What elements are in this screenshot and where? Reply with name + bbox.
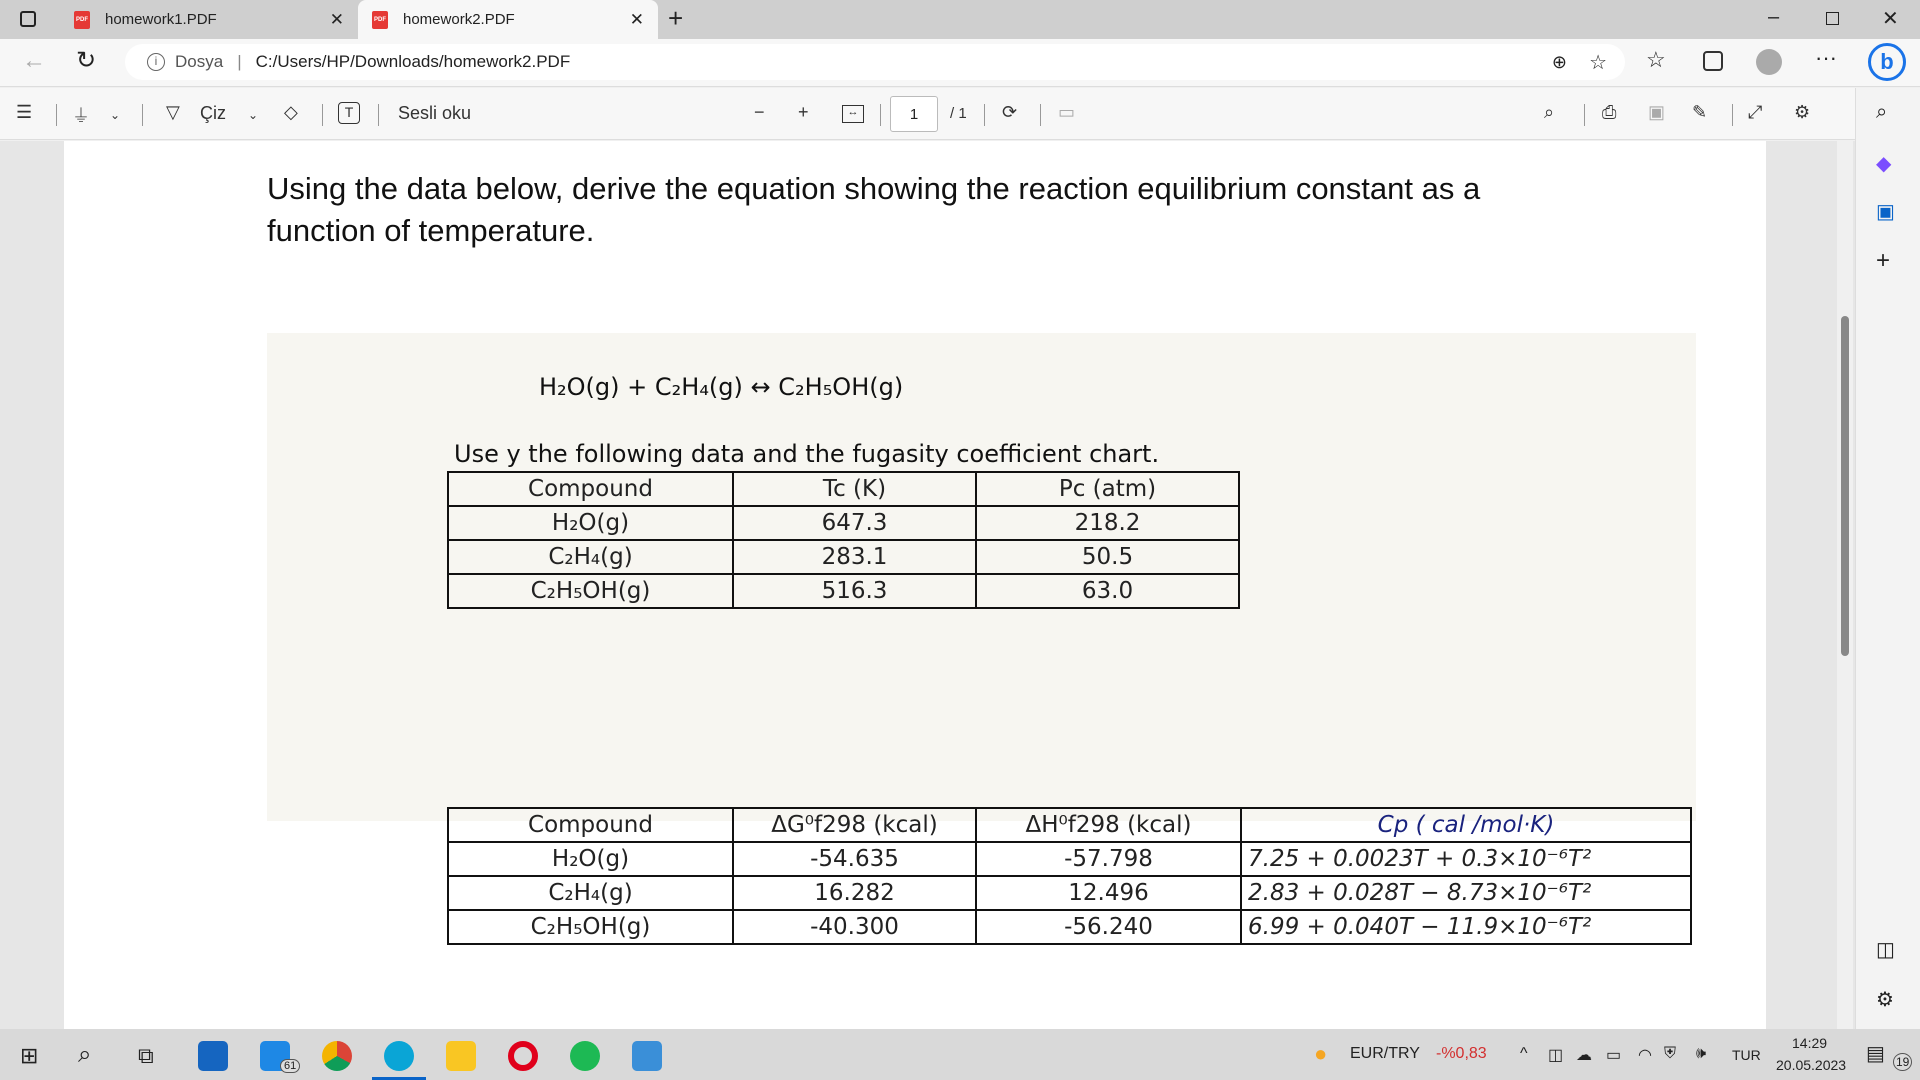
divider [1732, 104, 1733, 126]
close-tab-icon[interactable]: ✕ [329, 9, 344, 29]
more-menu-icon[interactable]: ··· [1815, 45, 1837, 70]
cell: 218.2 [976, 506, 1239, 540]
page-view-icon[interactable]: ▭ [1058, 102, 1076, 122]
header-cell: Compound [448, 808, 733, 842]
search-icon[interactable]: ⌕ [1876, 101, 1888, 123]
header-cell: Cp ( cal /mol·K) [1241, 808, 1691, 842]
table-row [448, 876, 1691, 910]
taskbar [0, 1029, 1920, 1080]
opera-icon[interactable] [508, 1041, 538, 1071]
settings-icon[interactable]: ⚙ [1876, 989, 1894, 1011]
cell: C₂H₄(g) [448, 876, 733, 910]
battery-icon[interactable]: ▭ [1606, 1047, 1622, 1064]
cell: -54.635 [733, 842, 976, 876]
new-tab-button[interactable]: + [668, 3, 684, 33]
wifi-icon[interactable]: ◠ [1638, 1047, 1652, 1064]
divider [984, 104, 985, 126]
ticker-change[interactable]: -%0,83 [1436, 1045, 1487, 1062]
cell: 7.25 + 0.0023T + 0.3×10⁻⁶T² [1241, 842, 1691, 876]
refresh-button[interactable]: ↻ [76, 47, 97, 74]
reaction-equation: H₂O(g) + C₂H₄(g) ↔ C₂H₅OH(g) [539, 373, 904, 401]
header-cell: Compound [448, 472, 733, 506]
table-row [448, 506, 1239, 540]
search-icon[interactable]: ⌕ [1544, 102, 1555, 122]
clock-date[interactable]: 20.05.2023 [1776, 1057, 1847, 1073]
bing-icon[interactable]: b [1868, 43, 1906, 81]
header-cell: ΔG⁰f298 (kcal) [733, 808, 976, 842]
separator: | [237, 52, 242, 71]
header-cell: Pc (atm) [976, 472, 1239, 506]
address-bar-row [0, 39, 1920, 87]
ticker-icon: ● [1314, 1041, 1328, 1066]
outlook-icon[interactable]: ▣ [1876, 201, 1895, 223]
save-icon[interactable]: ▣ [1648, 102, 1666, 122]
notifications-count: 19 [1893, 1053, 1912, 1071]
volume-icon[interactable]: 🕪 [1696, 1045, 1707, 1062]
address-field[interactable] [125, 44, 1625, 80]
vertical-scrollbar[interactable] [1837, 141, 1853, 1029]
page-total: / 1 [950, 105, 967, 122]
cell: 2.83 + 0.028T − 8.73×10⁻⁶T² [1241, 876, 1691, 910]
cell: -57.798 [976, 842, 1241, 876]
url-text: C:/Users/HP/Downloads/homework2.PDF [255, 52, 571, 71]
cell: -56.240 [976, 910, 1241, 944]
cell: 516.3 [733, 574, 976, 608]
cell: 50.5 [976, 540, 1239, 574]
chevron-up-icon[interactable]: ^ [1520, 1045, 1528, 1062]
text-box-icon[interactable]: T [338, 102, 360, 124]
security-icon[interactable]: ⛨ [1664, 1045, 1677, 1062]
settings-icon[interactable]: ⚙ [1794, 102, 1811, 122]
fit-width-icon[interactable]: ↔ [842, 105, 864, 123]
cloud-icon[interactable]: ☁ [1576, 1047, 1592, 1064]
tab-label: homework1.PDF [105, 11, 217, 28]
cell: 12.496 [976, 876, 1241, 910]
pdf-icon: PDF [372, 11, 388, 29]
draw-button[interactable]: Çiz [200, 103, 226, 123]
tab-homework1[interactable] [60, 0, 358, 39]
save-as-icon[interactable]: ✎ [1692, 102, 1708, 122]
add-icon[interactable]: + [1876, 247, 1891, 274]
zoom-icon[interactable]: ⊕ [1551, 51, 1567, 72]
scrollbar-thumb[interactable] [1841, 316, 1849, 656]
mail-badge: 61 [280, 1059, 300, 1073]
divider [378, 104, 379, 126]
restore-button[interactable] [1826, 12, 1839, 25]
task-view-icon[interactable]: ⧉ [138, 1043, 154, 1068]
clock-time[interactable]: 14:29 [1792, 1035, 1828, 1051]
pdf-toolbar [0, 88, 1855, 140]
info-icon: i [147, 53, 165, 71]
cell: C₂H₅OH(g) [448, 910, 733, 944]
ticker-label[interactable]: EUR/TRY [1350, 1045, 1420, 1062]
contents-icon[interactable]: ☰ [16, 102, 33, 122]
divider [56, 104, 57, 126]
question-text: Using the data below, derive the equation showing the reaction equilibrium constant as a function of temperature. [267, 171, 1481, 248]
zoom-out-button[interactable]: − [754, 102, 765, 122]
profile-avatar[interactable] [1756, 49, 1782, 75]
table-row [448, 910, 1691, 944]
divider [1584, 104, 1585, 126]
tab-bar [0, 0, 1920, 39]
cell: 6.99 + 0.040T − 11.9×10⁻⁶T² [1241, 910, 1691, 944]
read-aloud-button[interactable]: Sesli oku [398, 103, 472, 123]
site-label: Dosya [175, 52, 224, 71]
collections-icon[interactable] [1703, 51, 1723, 71]
critical-properties-table [447, 471, 1240, 609]
cell: 647.3 [733, 506, 976, 540]
file-explorer-icon[interactable] [446, 1041, 476, 1071]
instruction-text: Use y the following data and the fugasity coefficient chart. [454, 440, 1160, 468]
cell: 283.1 [733, 540, 976, 574]
zoom-in-button[interactable]: + [798, 102, 809, 122]
divider [322, 104, 323, 126]
photos-icon[interactable] [632, 1041, 662, 1071]
chevron-down-icon[interactable]: ⌄ [110, 108, 121, 122]
chevron-down-icon[interactable]: ⌄ [248, 108, 259, 122]
edge-sidebar [1855, 88, 1920, 1029]
scanned-data-image [267, 333, 1696, 940]
cell: C₂H₄(g) [448, 540, 733, 574]
cell: -40.300 [733, 910, 976, 944]
cell: C₂H₅OH(g) [448, 574, 733, 608]
edge-icon[interactable] [384, 1041, 414, 1071]
page-number-input[interactable]: 1 [890, 96, 938, 132]
print-icon[interactable]: ⎙ [1602, 102, 1617, 122]
close-window-button[interactable]: ✕ [1882, 8, 1899, 30]
cell: H₂O(g) [448, 506, 733, 540]
language-indicator[interactable]: TUR [1732, 1047, 1761, 1063]
table-row [448, 842, 1691, 876]
table-row [448, 540, 1239, 574]
search-icon[interactable]: ⌕ [78, 1041, 92, 1068]
camera-icon: ◫ [1548, 1047, 1564, 1064]
store-icon[interactable] [198, 1041, 228, 1071]
start-icon[interactable]: ⊞ [20, 1043, 39, 1068]
favorite-add-icon[interactable]: ☆ [1589, 51, 1607, 74]
divider [880, 104, 881, 126]
tab-actions-icon[interactable] [20, 11, 36, 27]
spotify-icon[interactable] [570, 1041, 600, 1071]
table-row [448, 574, 1239, 608]
eraser-icon[interactable]: ◇ [284, 102, 298, 122]
back-button[interactable]: ← [22, 47, 46, 74]
pdf-icon: PDF [74, 11, 90, 29]
tab-homework2[interactable] [358, 0, 658, 39]
notifications-icon[interactable]: ▤ [1866, 1043, 1885, 1065]
close-tab-icon[interactable]: ✕ [629, 9, 644, 29]
chrome-icon[interactable] [322, 1041, 352, 1071]
favorites-icon[interactable]: ☆ [1646, 47, 1666, 72]
rotate-icon[interactable]: ⟳ [1002, 102, 1018, 122]
cell: H₂O(g) [448, 842, 733, 876]
header-cell: Tc (K) [733, 472, 976, 506]
draw-icon[interactable]: ▽ [166, 102, 180, 122]
header-cell: ΔH⁰f298 (kcal) [976, 808, 1241, 842]
divider [1040, 104, 1041, 126]
copilot-icon[interactable]: ◆ [1876, 153, 1892, 175]
tab-label: homework2.PDF [403, 11, 515, 28]
split-screen-icon[interactable]: ◫ [1876, 939, 1895, 961]
minimize-button[interactable]: – [1768, 6, 1780, 28]
pdf-viewer [0, 141, 1855, 1029]
pdf-page [64, 141, 1766, 1029]
thermo-data-table [447, 807, 1692, 945]
fullscreen-icon[interactable]: ⤢ [1748, 102, 1763, 122]
highlight-icon[interactable]: ⏚ [72, 106, 90, 126]
divider [142, 104, 143, 126]
cell: 16.282 [733, 876, 976, 910]
cell: 63.0 [976, 574, 1239, 608]
